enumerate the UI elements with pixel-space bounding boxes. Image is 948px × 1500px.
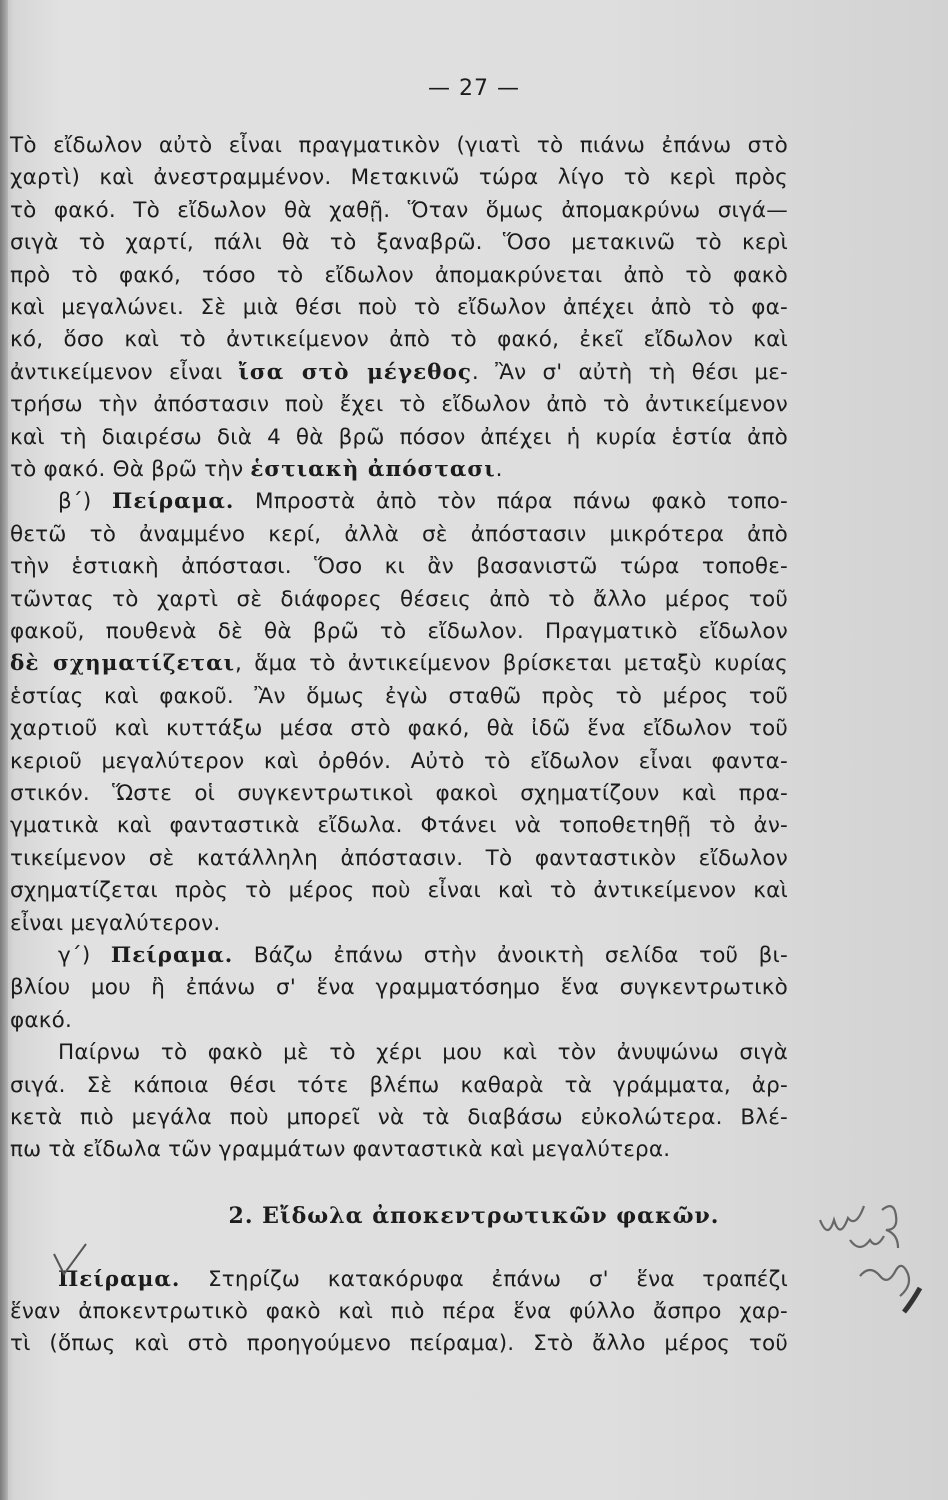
text-segment: ἀντικείμενον εἶναι: [10, 359, 239, 385]
text-line: χαρτιοῦ καὶ κυττάξω μέσα στὸ φακό, θὰ ἰδῶ ἕνα εἴδωλον τοῦ: [10, 716, 788, 742]
text-line: γματικὰ καὶ φανταστικὰ εἴδωλα. Φτάνει νὰ τοποθετηθῇ τὸ ἀν-: [10, 813, 788, 839]
text-line: [10, 648, 788, 680]
text-line: φακό.: [10, 1007, 73, 1033]
bold-term: ἴσα στὸ μέγεθος: [238, 359, 472, 385]
text-line: [58, 486, 788, 518]
text-line: βλίου μου ἢ ἐπάνω σ' ἕνα γραμματόσημο ἕνα συγκεντρωτικὸ: [10, 975, 788, 1001]
text-segment: . Ἂν σ' αὐτὴ τὴ θέσι με-: [471, 359, 788, 385]
text-line: καὶ μεγαλώνει. Σὲ μιὰ θέσι ποὺ τὸ εἴδωλον ἀπέχει ἀπὸ τὸ φα-: [10, 295, 788, 320]
text-line: σιγά. Σὲ κάποια θέσι τότε βλέπω καθαρὰ τὰ γράμματα, ἀρ-: [10, 1072, 788, 1098]
text-line: χαρτὶ) καὶ ἀνεστραμμένον. Μετακινῶ τώρα λίγο τὸ κερὶ πρὸς: [10, 165, 788, 191]
text-line: κεριοῦ μεγαλύτερον καὶ ὀρθόν. Αὐτὸ τὸ εἴδωλον εἶναι φαντα-: [10, 748, 788, 774]
text-line: σχηματίζεται πρὸς τὸ μέρος ποὺ εἶναι καὶ τὸ ἀντικείμενον καὶ: [10, 878, 788, 904]
text-line: ἕναν ἀποκεντρωτικὸ φακὸ καὶ πιὸ πέρα ἕνα φύλλο ἄσπρο χαρ-: [10, 1299, 788, 1324]
text-line: τικείμενον σὲ κατάλληλη ἀπόστασιν. Τὸ φανταστικὸν εἴδωλον: [10, 845, 788, 871]
page-number: — 27 —: [428, 76, 520, 101]
text-line: κετὰ πιὸ μεγάλα ποὺ μπορεῖ νὰ τὰ διαβάσω εὐκολώτερα. Βλέ-: [10, 1105, 788, 1130]
text-line: κό, ὅσο καὶ τὸ ἀντικείμενον ἀπὸ τὸ φακό, ἐκεῖ εἴδωλον καὶ: [10, 327, 788, 353]
text-line: εἶναι μεγαλύτερον.: [10, 910, 221, 936]
text-segment: β΄): [58, 489, 113, 515]
text-line: φακοῦ, πουθενὰ δὲ θὰ βρῶ τὸ εἴδωλον. Πραγματικὸ εἴδωλον: [10, 619, 788, 644]
text-line: [10, 454, 788, 486]
text-line: τῶντας τὸ χαρτὶ σὲ διάφορες θέσεις ἀπὸ τὸ ἄλλο μέρος τοῦ: [10, 586, 788, 612]
text-segment: Βάζω ἐπάνω στὴν ἀνοικτὴ σελίδα τοῦ βι-: [233, 943, 788, 968]
text-line: τὸ φακό. Τὸ εἴδωλον θὰ χαθῇ. Ὅταν ὅμως ἀπομακρύνω σιγά—: [10, 197, 788, 223]
text-line: τρήσω τὴν ἀπόστασιν ποὺ ἔχει τὸ εἴδωλον ἀπὸ τὸ ἀντικείμενον: [10, 392, 788, 418]
section-heading: 2. Εἴδωλα ἀποκεντρωτικῶν φακῶν.: [228, 1203, 720, 1229]
pencil-check-mark: [50, 1240, 90, 1280]
text-line: καὶ τὴ διαιρέσω διὰ 4 θὰ βρῶ πόσον ἀπέχει ἡ κυρία ἑστία ἀπὸ: [10, 424, 788, 450]
handwritten-margin-note: [810, 1180, 948, 1340]
bold-term: δὲ σχηματίζεται: [10, 651, 236, 677]
text-line: [58, 940, 788, 972]
bold-term: Πείραμα.: [112, 489, 235, 515]
text-line: τὶ (ὅπως καὶ στὸ προηγούμενο πείραμα). Στὸ ἄλλο μέρος τοῦ: [10, 1331, 788, 1356]
text-line: πω τὰ εἴδωλα τῶν γραμμάτων φανταστικὰ καὶ μεγαλύτερα.: [10, 1137, 671, 1163]
bold-term: Πείραμα.: [58, 1267, 181, 1292]
text-segment: γ΄): [58, 943, 111, 968]
text-line: [10, 357, 788, 389]
book-spine-shadow: [0, 0, 8, 1500]
text-line: τὴν ἑστιακὴ ἀπόστασι. Ὅσο κι ἂν βασανιστῶ τώρα τοποθε-: [10, 554, 788, 580]
text-segment: .: [495, 457, 503, 482]
text-line: Τὸ εἴδωλον αὐτὸ εἶναι πραγματικὸν (γιατὶ τὸ πιάνω ἐπάνω στὸ: [10, 133, 788, 158]
bold-term: Πείραμα.: [110, 943, 234, 968]
text-segment: Μπροστὰ ἀπὸ τὸν πάρα πάνω φακὸ τοπο-: [234, 489, 788, 515]
text-line: ἑστίας καὶ φακοῦ. Ἂν ὅμως ἐγὼ σταθῶ πρὸς τὸ μέρος τοῦ: [10, 683, 788, 709]
text-line: θετῶ τὸ ἀναμμένο κερί, ἀλλὰ σὲ ἀπόστασιν μικρότερα ἀπὸ: [10, 521, 788, 547]
text-segment: τὸ φακό. Θὰ βρῶ τὴν: [10, 457, 251, 482]
text-segment: Στηρίζω κατακόρυφα ἐπάνω σ' ἕνα τραπέζι: [180, 1267, 788, 1292]
text-line: Παίρνω τὸ φακὸ μὲ τὸ χέρι μου καὶ τὸν ἀνυψώνω σιγὰ: [58, 1040, 788, 1066]
text-line: πρὸ τὸ φακό, τόσο τὸ εἴδωλον ἀπομακρύνεται ἀπὸ τὸ φακὸ: [10, 262, 788, 288]
bold-term: ἑστιακὴ ἀπόστασι: [250, 457, 496, 482]
text-line: [58, 1264, 788, 1296]
text-line: σιγὰ τὸ χαρτί, πάλι θὰ τὸ ξαναβρῶ. Ὅσο μετακινῶ τὸ κερὶ: [10, 230, 788, 256]
text-line: στικόν. Ὥστε οἱ συγκεντρωτικοὶ φακοὶ σχηματίζουν καὶ πρα-: [10, 781, 788, 806]
text-segment: , ἅμα τὸ ἀντικείμενον βρίσκεται μεταξὺ κυρίας: [235, 651, 788, 677]
